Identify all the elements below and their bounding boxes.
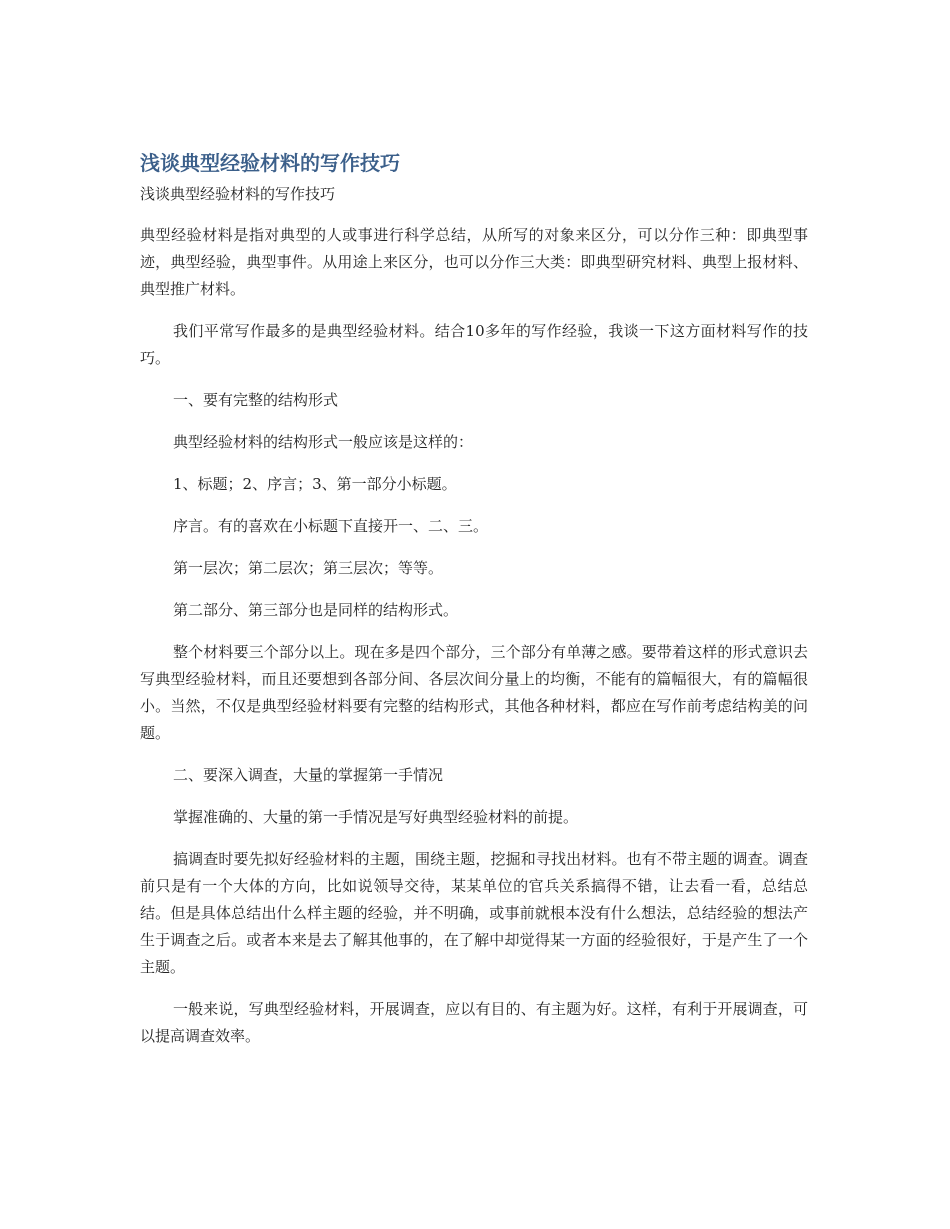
paragraph-structure-form: 典型经验材料的结构形式一般应该是这样的： [173,433,474,451]
paragraph-first-hand: 掌握准确的、大量的第一手情况是写好典型经验材料的前提。 [173,808,579,826]
section-heading-investigation: 二、要深入调查，大量的掌握第一手情况 [173,766,444,784]
paragraph-experience: 我们平常写作最多的是典型经验材料。结合10多年的写作经验，我谈一下这方面材料写作的技巧。 [140,322,808,367]
paragraph-intro: 典型经验材料是指对典型的人或事进行科学总结，从所写的对象来区分，可以分作三种：即典型事迹，典型经验，典型事件。从用途上来区分，也可以分作三大类：即典型研究材料、典型上报材料、典型推广材料。 [140,226,808,298]
section-heading-structure: 一、要有完整的结构形式 [173,391,339,409]
paragraph-whole-material: 整个材料要三个部分以上。现在多是四个部分，三个部分有单薄之感。要带着这样的形式意识去写典型经验材料，而且还要想到各部分间、各层次间分量上的均衡，不能有的篇幅很大，有的篇幅很小。当然，不仅是典型经验材料要有完整的结构形式，其他各种材料，都应在写作前考虑结构美的问题。 [140,643,808,742]
paragraph-investigation-theme: 搞调查时要先拟好经验材料的主题，围绕主题，挖掘和寻找出材料。也有不带主题的调查。调查前只是有一个大体的方向，比如说领导交待，某某单位的官兵关系搞得不错，让去看一看，总结总结。但是具体总结出什么样主题的经验，并不明确，或事前就根本没有什么想法，总结经验的想法产生于调查之后。或者本来是去了解其他事的，在了解中却觉得某一方面的经验很好，于是产生了一个主题。 [140,850,808,976]
document-title: 浅谈典型经验材料的写作技巧 [140,151,400,175]
paragraph-parts: 第二部分、第三部分也是同样的结构形式。 [173,601,459,619]
document-subtitle: 浅谈典型经验材料的写作技巧 [140,185,336,203]
paragraph-investigation-purpose: 一般来说，写典型经验材料，开展调查，应以有目的、有主题为好。这样，有利于开展调查，可以提高调查效率。 [140,1000,808,1045]
paragraph-preface: 序言。有的喜欢在小标题下直接开一、二、三。 [173,517,489,535]
document-page [140,147,808,1050]
paragraph-levels: 第一层次；第二层次；第三层次；等等。 [173,559,444,577]
paragraph-structure-list: 1、标题；2、序言；3、第一部分小标题。 [173,475,457,493]
